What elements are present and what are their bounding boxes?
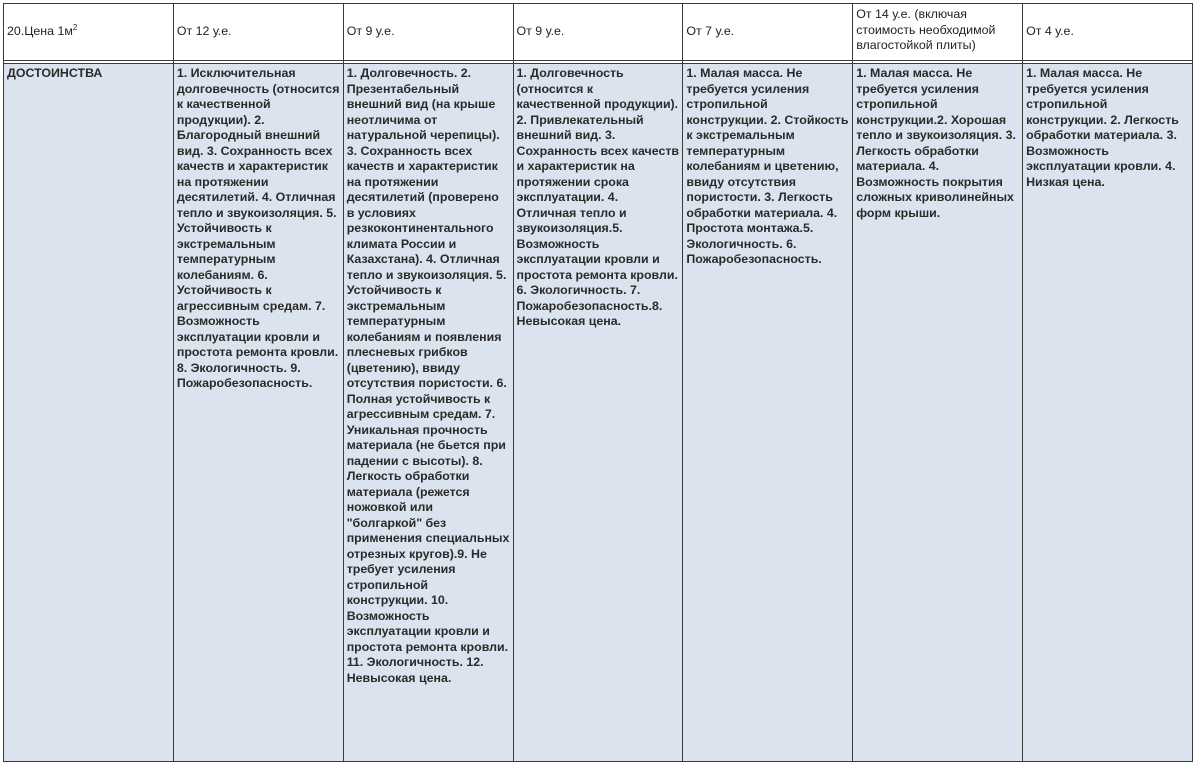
- price-cell: От 14 у.е. (включая стоимость необходимой влагостойкой плиты): [853, 4, 1022, 60]
- advantages-cell: 1. Малая масса. Не требуется усиления стропильной конструкции. 2. Стойкость к экстремальным температурным колебаниям и цветению, ввиду отсутствия пористости. 3. Легкость обработки материала. 4. Простота монтажа.5. Экологичность. 6. Пожаробезопасность.: [683, 64, 852, 761]
- advantages-cell: 1. Малая масса. Не требуется усиления стропильной конструкции. 2. Легкость обработки материала. 3. Возможность эксплуатации кровли. 4. Низкая цена.: [1023, 64, 1192, 761]
- separator-cell: [1023, 61, 1192, 63]
- price-label-superscript: 2: [72, 23, 78, 33]
- comparison-table: [3, 3, 1193, 762]
- advantages-cell: 1. Долговечность (относится к качественной продукции). 2. Привлекательный внешний вид. 3. Сохранность всех качеств и характеристик на протяжении срока эксплуатации. 4. Отличная тепло и звукоизоляция.5. Возможность эксплуатации кровли и простота ремонта кровли. 6. Экологичность. 7. Пожаробезопасность.8. Невысокая цена.: [514, 64, 683, 761]
- price-cell: От 9 у.е.: [344, 4, 513, 60]
- advantages-label: ДОСТОИНСТВА: [4, 64, 173, 761]
- price-cell: От 7 у.е.: [683, 4, 852, 60]
- advantages-cell: 1. Долговечность. 2. Презентабельный внешний вид (на крыше неотличима от натуральной черепицы). 3. Сохранность всех качеств и характеристик на протяжении десятилетий (проверено в условиях резкоконтинентального климата России и Казахстана). 4. Отличная тепло и звукоизоляция. 5. Устойчивость к экстремальным температурным колебаниям и появления плесневых грибков (цветению), ввиду отсутствия пористости. 6. Полная устойчивость к агрессивным средам. 7. Уникальная прочность материала (не бьется при падении с высоты). 8. Легкость обработки материала (режется ножовкой или "болгаркой" без применения специальных отрезных кругов).9. Не требует усиления стропильной конструкции. 10. Возможность эксплуатации кровли и простота ремонта кровли. 11. Экологичность. 12. Невысокая цена.: [344, 64, 513, 761]
- separator-cell: [853, 61, 1022, 63]
- advantages-cell: 1. Малая масса. Не требуется усиления стропильной конструкции.2. Хорошая тепло и звукоизоляция. 3. Легкость обработки материала. 4. Возможность покрытия сложных криволинейных форм крыши.: [853, 64, 1022, 761]
- separator-cell: [4, 61, 173, 63]
- separator-cell: [683, 61, 852, 63]
- separator-cell: [344, 61, 513, 63]
- separator-cell: [514, 61, 683, 63]
- price-cell: От 9 у.е.: [514, 4, 683, 60]
- advantages-cell: 1. Исключительная долговечность (относится к качественной продукции). 2. Благородный внешний вид. 3. Сохранность всех качеств и характеристик на протяжении десятилетий. 4. Отличная тепло и звукоизоляция. 5. Устойчивость к экстремальным температурным колебаниям. 6. Устойчивость к агрессивным средам. 7. Возможность эксплуатации кровли и простота ремонта кровли. 8. Экологичность. 9. Пожаробезопасность.: [174, 64, 343, 761]
- price-cell: От 4 у.е.: [1023, 4, 1192, 60]
- price-row: [4, 4, 1192, 60]
- price-row-label: [4, 4, 173, 60]
- price-cell: От 12 у.е.: [174, 4, 343, 60]
- row-separator: [4, 61, 1192, 63]
- separator-cell: [174, 61, 343, 63]
- advantages-row: [4, 64, 1192, 761]
- price-label-text: 20.Цена 1м: [7, 24, 73, 39]
